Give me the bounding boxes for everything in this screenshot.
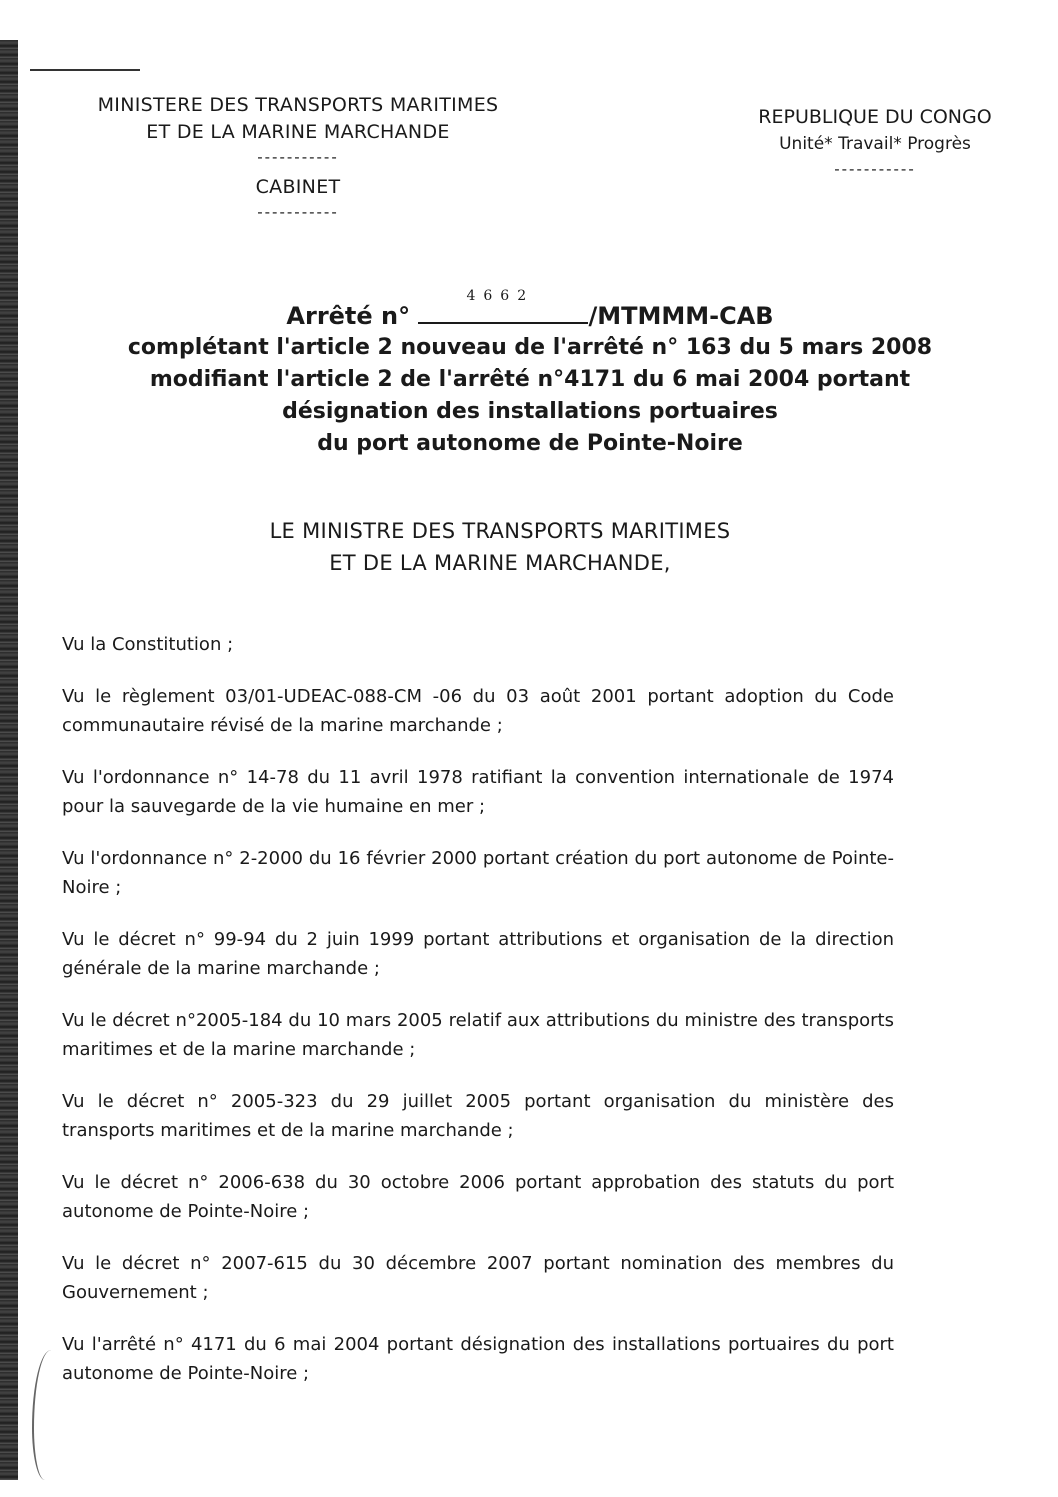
ministry-line-1: MINISTERE DES TRANSPORTS MARITIMES (97, 94, 499, 116)
decree-number-blank (418, 288, 588, 324)
visa-item: Vu le décret n° 2006-638 du 30 octobre 2006 portant approbation des statuts du port autonome de Pointe-Noire ; (62, 1172, 894, 1222)
national-motto: Unité* Travail* Progrès (779, 134, 971, 154)
visa-item: Vu le décret n° 2005-323 du 29 juillet 2005 portant organisation du ministère des transports maritimes et de la marine marchande ; (62, 1091, 894, 1141)
ministry-line-2: ET DE LA MARINE MARCHANDE (146, 121, 450, 143)
visa-item: Vu l'ordonnance n° 2-2000 du 16 février 2000 portant création du port autonome de Pointe-Noire ; (62, 848, 894, 898)
handwritten-margin-mark (32, 1350, 64, 1480)
ministry-header (48, 92, 548, 223)
minister-line-2: ET DE LA MARINE MARCHANDE, (329, 551, 671, 575)
minister-line-1: LE MINISTRE DES TRANSPORTS MARITIMES (269, 519, 731, 543)
decree-prefix: Arrêté n° (286, 302, 411, 330)
separator-dashes: ----------- (257, 148, 339, 166)
cabinet-label: CABINET (255, 176, 341, 198)
top-rule (30, 69, 140, 71)
visa-item: Vu la Constitution ; (62, 634, 234, 655)
title-line-5: du port autonome de Pointe-Noire (317, 431, 743, 456)
decree-number-line (60, 288, 1000, 332)
republic-header (725, 104, 1025, 180)
republic-name: REPUBLIQUE DU CONGO (758, 106, 992, 128)
visa-item: Vu l'arrêté n° 4171 du 6 mai 2004 portant désignation des installations portuaires du port autonome de Pointe-Noire ; (62, 1334, 894, 1384)
visa-item: Vu le règlement 03/01-UDEAC-088-CM -06 du 03 août 2001 portant adoption du Code communautaire révisé de la marine marchande ; (62, 686, 894, 736)
handwritten-number: 4662 (466, 288, 535, 304)
scan-edge-shadow (0, 40, 18, 1480)
title-line-3: modifiant l'article 2 de l'arrêté n°4171 du 6 mai 2004 portant (149, 367, 911, 392)
visa-list (62, 612, 894, 1411)
visa-item: Vu l'ordonnance n° 14-78 du 11 avril 1978 ratifiant la convention internationale de 1974 pour la sauvegarde de la vie humaine en mer ; (62, 767, 894, 817)
minister-heading (140, 515, 860, 579)
decree-suffix: /MTMMM-CAB (588, 302, 774, 330)
separator-dashes: ----------- (257, 203, 339, 221)
decree-title (60, 288, 1000, 460)
motto-separator: ----------- (834, 160, 916, 178)
title-line-2: complétant l'article 2 nouveau de l'arrêté n° 163 du 5 mars 2008 (127, 335, 933, 360)
title-line-4: désignation des installations portuaires (282, 399, 778, 424)
visa-item: Vu le décret n° 99-94 du 2 juin 1999 portant attributions et organisation de la direction générale de la marine marchande ; (62, 929, 894, 979)
visa-item: Vu le décret n°2005-184 du 10 mars 2005 relatif aux attributions du ministre des transports maritimes et de la marine marchande ; (62, 1010, 894, 1060)
visa-item: Vu le décret n° 2007-615 du 30 décembre 2007 portant nomination des membres du Gouvernement ; (62, 1253, 894, 1303)
